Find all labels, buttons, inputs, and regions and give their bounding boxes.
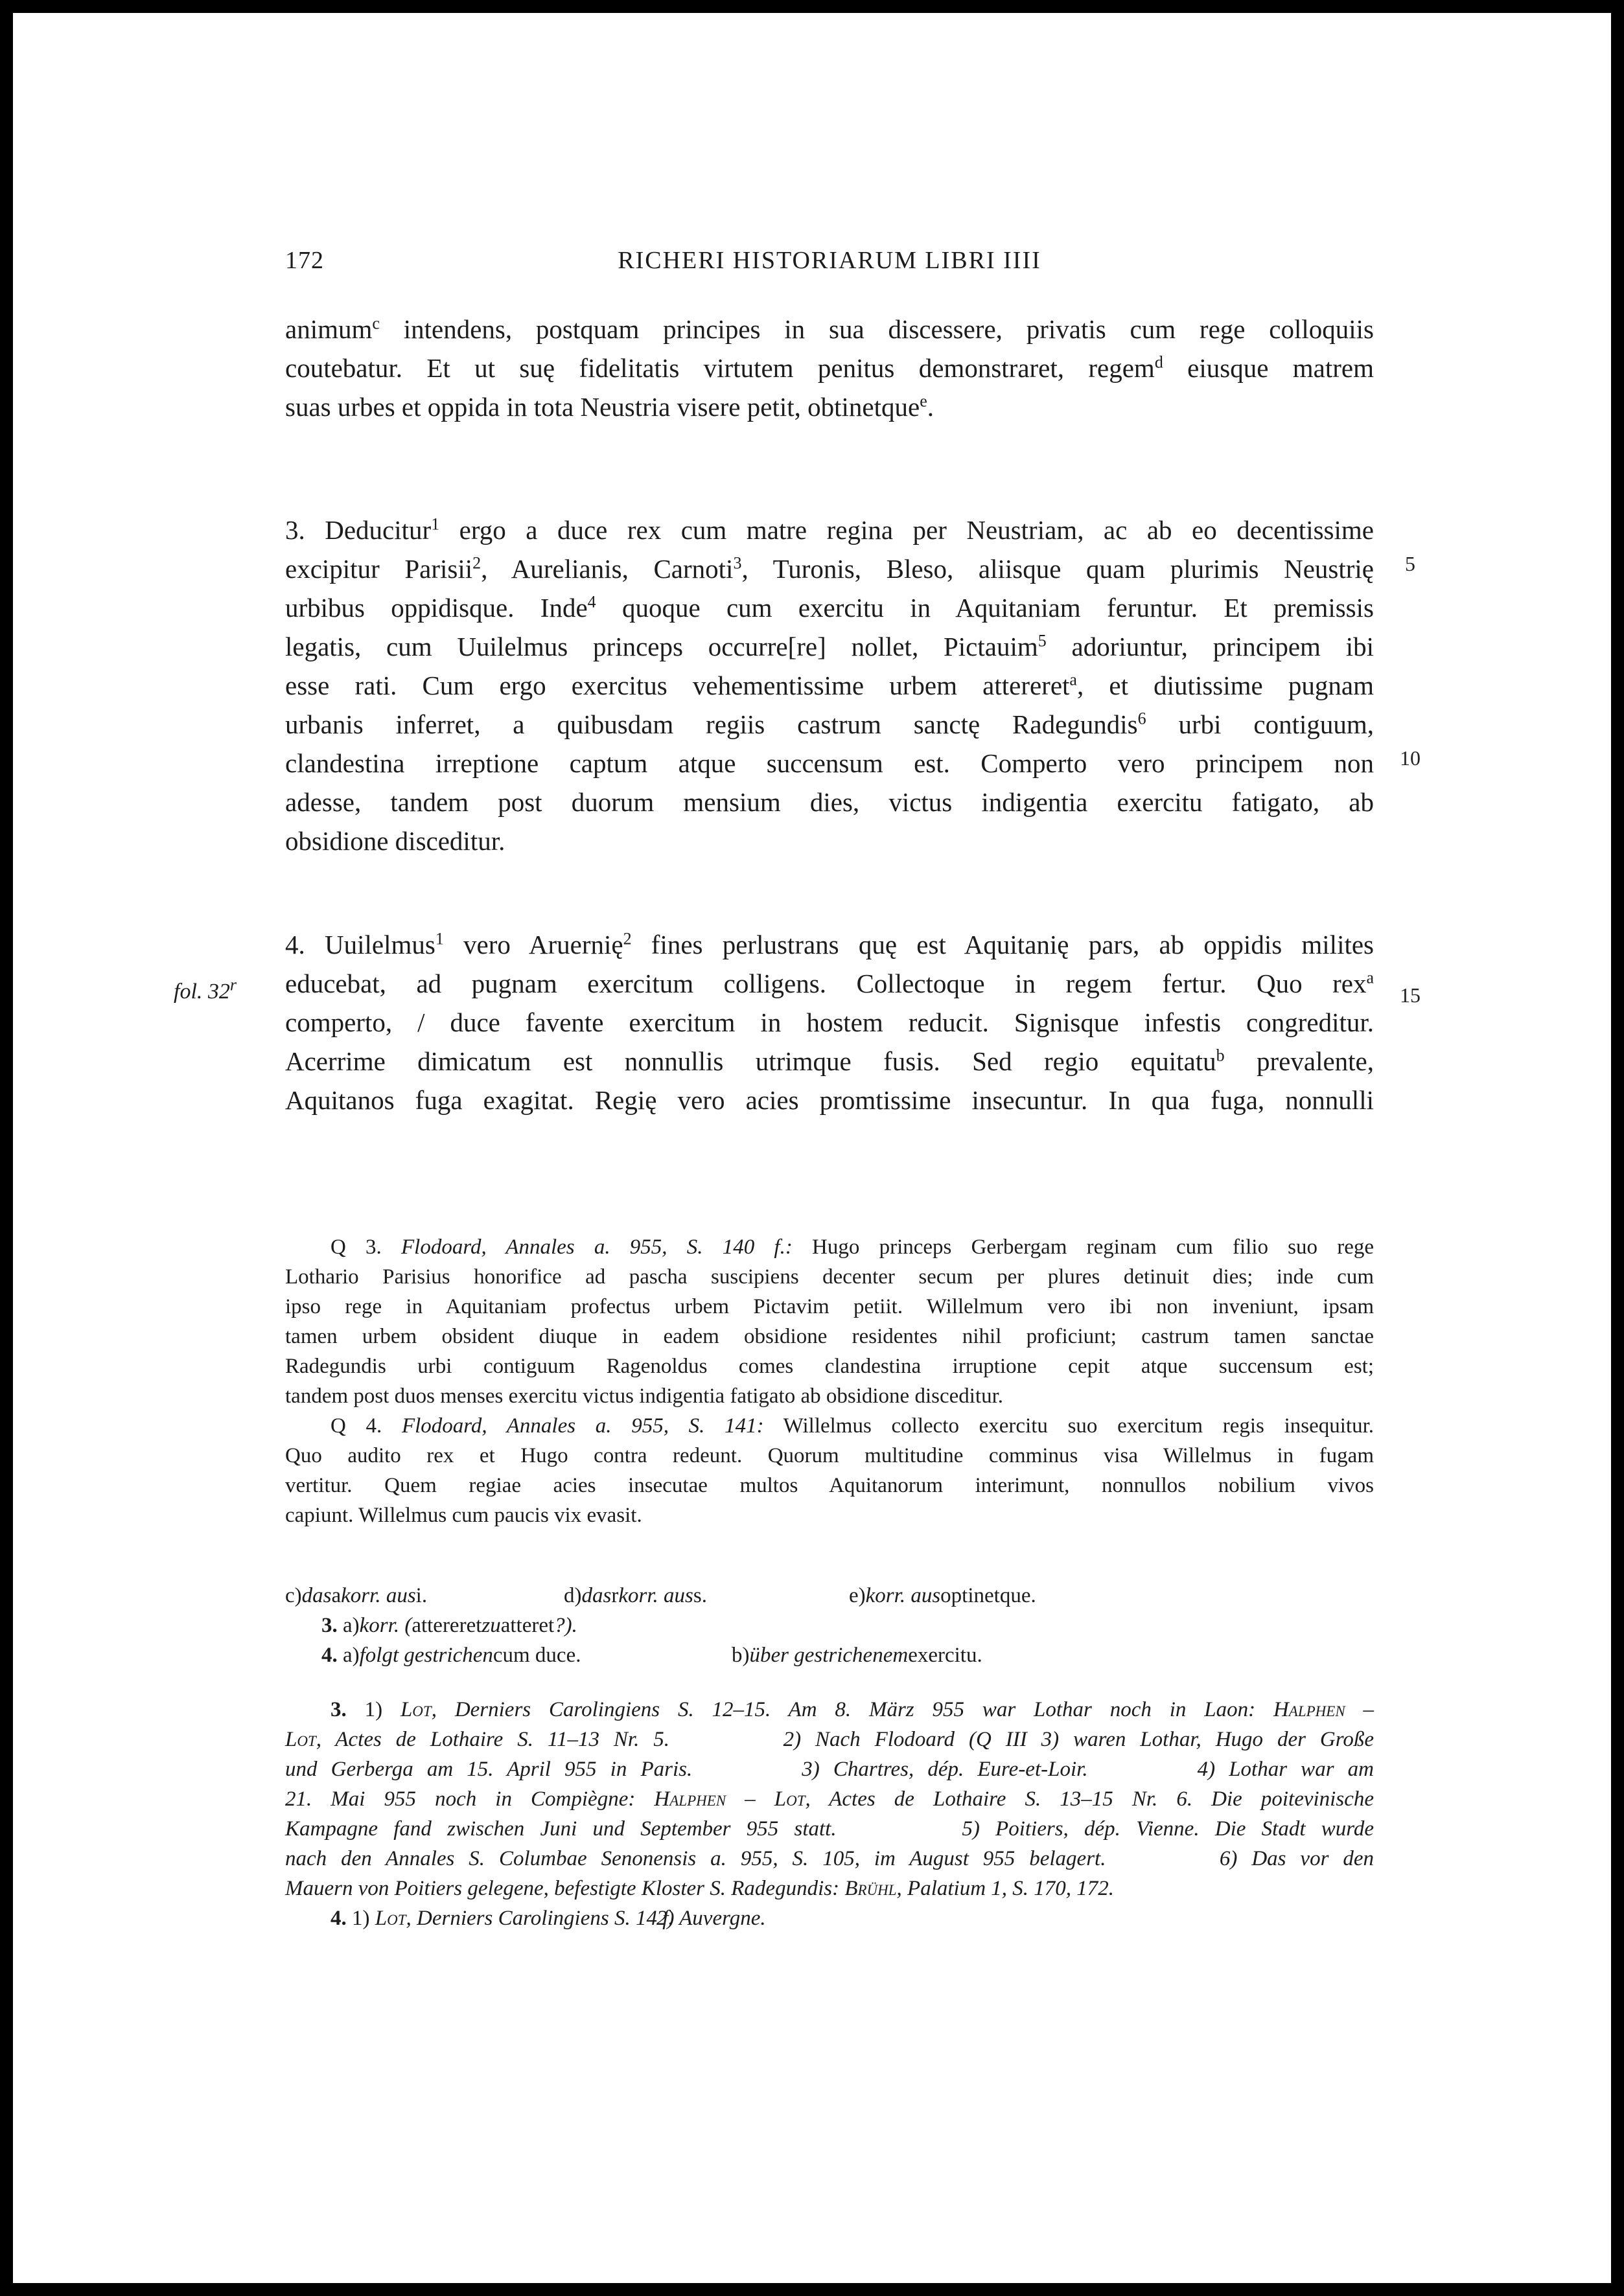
source-line: tamen urbem obsident diuque in eadem obsidione residentes nihil proficiunt; castrum tamen sanctae: [285, 1325, 1374, 1348]
critical-chapter-label: 3.: [321, 1614, 338, 1637]
note-mark: 4: [587, 592, 596, 612]
text-line: urbanis inferret, a quibusdam regiis castrum sanctę Radegundis$^6$ urbi contiguum,: [285, 709, 1375, 739]
critical-row: [285, 1581, 1374, 1611]
critical-note-d: d)dasrkorr. auss.: [564, 1584, 707, 1607]
text-line: comperto, / duce favente exercitum in hostem reducit. Signisque infestis congreditur.: [285, 1007, 1374, 1037]
critical-mark: d: [1154, 352, 1163, 372]
critical-row: [285, 1640, 1374, 1670]
critical-apparatus: [285, 1581, 1374, 1670]
source-line: Q 4. Flodoard, Annales a. 955, S. 141: Willelmus collecto exercitu suo exercitum regis insequitur.: [331, 1414, 1374, 1438]
text-line: Aquitanos fuga exagitat. Regię vero acies promtissime insecuntur. In qua fuga, nonnulli: [285, 1085, 1374, 1115]
document-page: [13, 13, 1611, 2283]
chapter-4: [285, 925, 1374, 1119]
note-mark: 5: [1038, 631, 1047, 650]
source-line: Radegundis urbi contiguum Ragenoldus comes clandestina irruptione cepit atque succensum est;: [285, 1355, 1374, 1378]
critical-row: [285, 1611, 1374, 1640]
commentary-notes: [285, 1695, 1374, 1933]
line-number: 10: [1400, 746, 1421, 770]
source-line: capiunt. Willelmus cum paucis vix evasit.: [285, 1504, 642, 1527]
source-line: ipso rege in Aquitaniam profectus urbem Pictavim petiit. Willelmum vero ibi non inveniunt, ipsam: [285, 1295, 1374, 1318]
note-mark: 1: [431, 514, 440, 534]
text-line: esse rati. Cum ergo exercitus vehementissime urbem attereret$^a$, et diutissime pugnam: [285, 670, 1374, 700]
source-line: Quo audito rex et Hugo contra redeunt. Quorum multitudine comminus visa Willelmus in fugam: [285, 1444, 1374, 1467]
critical-note-4a: a)folgt gestrichencum duce.: [343, 1644, 581, 1667]
folio-marker: fol. 32$^r$: [174, 975, 237, 1004]
text-line: clandestina irreptione captum atque succensum est. Comperto vero principem non: [285, 748, 1374, 778]
source-line: Lothario Parisius honorifice ad pascha suscipiens decenter secum per plures detinuit dies; inde cum: [285, 1265, 1374, 1289]
text-line: legatis, cum Uuilelmus princeps occurre[re] nollet, Pictauim$^5$ adoriuntur, principem ibi: [285, 631, 1375, 661]
critical-note-e: e)korr. ausoptinetque.: [849, 1584, 1036, 1607]
source-line: Q 3. Flodoard, Annales a. 955, S. 140 f.: Hugo princeps Gerbergam reginam cum filio suo rege: [331, 1235, 1375, 1259]
text-line: obsidione disceditur.: [285, 826, 505, 856]
note-line: Kampagne fand zwischen Juni und September 955 statt. 5) Poitiers, dép. Vienne. Die Stadt wurde: [285, 1817, 1374, 1841]
note-mark: 3: [733, 553, 742, 573]
critical-note-3a: a)korr. (attereretzuatteret?).: [343, 1614, 577, 1637]
critical-note-4b: b)über gestrichenemexercitu.: [732, 1644, 982, 1667]
critical-mark: a: [1366, 968, 1374, 987]
text-line: educebat, ad pugnam exercitum colligens. Collectoque in regem fertur. Quo rex$^a$: [285, 968, 1374, 998]
chapter-3: [285, 511, 1374, 860]
text-line: urbibus oppidisque. Inde$^4$ quoque cum exercitu in Aquitaniam feruntur. Et premissis: [285, 592, 1374, 623]
running-title: RICHERI HISTORIARUM LIBRI IIII: [618, 247, 1041, 274]
note-line: nach den Annales S. Columbae Senonensis a. 955, S. 105, im August 955 belagert. 6) Das vor den: [285, 1847, 1374, 1870]
text-line: 4. Uuilelmus$^1$ vero Aruernię$^2$ fines perlustrans quę est Aquitanię pars, ab oppidis milites: [285, 929, 1375, 959]
note-mark: 2: [472, 553, 481, 573]
text-line: 3. Deducitur$^1$ ergo a duce rex cum matre regina per Neustriam, ac ab eo decentissime: [285, 514, 1374, 545]
page-number: 172: [285, 247, 324, 274]
critical-mark: a: [1069, 670, 1077, 689]
intro-paragraph: [285, 310, 1374, 426]
source-line: tandem post duos menses exercitu victus indigentia fatigato ab obsidione disceditur.: [285, 1384, 1004, 1408]
line-number: 15: [1400, 983, 1421, 1007]
note-mark: 1: [435, 929, 444, 948]
critical-mark: b: [1216, 1046, 1225, 1065]
sources-apparatus: [285, 1232, 1374, 1530]
note-line: Mauern von Poitiers gelegene, befestigte Kloster S. Radegundis: Brühl, Palatium 1, S. 170, 172.: [285, 1877, 1115, 1900]
note-line: 4. 1) Lot, Derniers Carolingiens S. 14 f.2) Auvergne.: [331, 1907, 766, 1930]
text-line: animum$^c$ intendens, postquam principes in sua discessere, privatis cum rege colloquiis: [285, 314, 1374, 344]
note-line: Lot, Actes de Lothaire S. 11–13 Nr. 5. 2) Nach Flodoard (Q III 3) waren Lothar, Hugo der Große: [285, 1728, 1374, 1751]
page-header: [285, 246, 1374, 292]
text-line: excipitur Parisii$^2$, Aurelianis, Carnoti$^3$, Turonis, Bleso, aliisque quam plurimis Neustrię: [285, 553, 1374, 584]
text-line: Acerrime dimicatum est nonnullis utrimque fusis. Sed regio equitatu$^b$ prevalente,: [285, 1046, 1374, 1076]
note-mark: 6: [1137, 709, 1146, 728]
note-mark: 2: [623, 929, 632, 948]
critical-mark: c: [372, 314, 380, 333]
note-line: 21. Mai 955 noch in Compiègne: Halphen – Lot, Actes de Lothaire S. 13–15 Nr. 6. Die poitevinische: [285, 1787, 1374, 1811]
text-line: suas urbes et oppida in tota Neustria visere petit, obtinetque$^e$.: [285, 391, 934, 422]
note-line: und Gerberga am 15. April 955 in Paris. 3) Chartres, dép. Eure-et-Loir. 4) Lothar war am: [285, 1758, 1374, 1781]
note-line: 3. 1) Lot, Derniers Carolingiens S. 12–15. Am 8. März 955 war Lothar noch in Laon: Halphen –: [331, 1698, 1375, 1721]
critical-note-c: c)dasakorr. ausi.: [285, 1584, 428, 1607]
source-line: vertitur. Quem regiae acies insecutae multos Aquitanorum interimunt, nonnullos nobilium vivos: [285, 1474, 1374, 1497]
text-line: adesse, tandem post duorum mensium dies, victus indigentia exercitu fatigato, ab: [285, 787, 1374, 817]
text-line: coutebatur. Et ut suę fidelitatis virtutem penitus demonstraret, regem$^d$ eiusque matrem: [285, 352, 1374, 383]
critical-mark: e: [920, 391, 927, 411]
critical-chapter-label: 4.: [321, 1644, 338, 1667]
line-number: 5: [1405, 552, 1415, 575]
